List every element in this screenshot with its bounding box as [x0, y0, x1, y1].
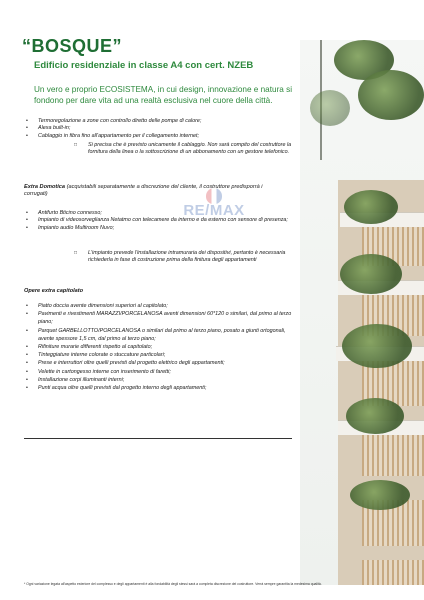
remax-watermark: RE/MAX [176, 188, 252, 228]
list-item: • Rifiniture murarie differenti rispetto al capitolato; [24, 343, 294, 351]
domotica-heading: Extra Domotica [24, 184, 66, 190]
list-item: • Cablaggio in fibra fino all'appartamento per il collegamento internet; [24, 133, 294, 140]
page-title: “BOSQUE” [22, 36, 123, 56]
features-list [24, 118, 294, 140]
list-item: • Velette in cartongesso interne con inserimento di faretti; [24, 368, 294, 376]
page-subtitle: Edificio residenziale in classe A4 con cert. NZEB [34, 60, 254, 71]
list-item: • Impianto audio Multiroom Nuvo; [24, 225, 294, 232]
intro-paragraph: Un vero e proprio ECOSISTEMA, in cui design, innovazione e natura si fondono per dare vita ad una realtà esclusiva nel cuore della città. [34, 85, 293, 105]
capitolato-list [24, 302, 294, 392]
list-item: • Termoregolazione a zone con controllo diretto delle pompe di calore; [24, 118, 294, 125]
features-subnote: □ Si precisa che è previsto unicamente il cablaggio. Non sarà compito del costruttore la fornitura della linea o la sottoscrizione di un abbonamento con un gestore telefonico. [74, 142, 292, 156]
footnote: * Ogni variazione legata all'aspetto esteriore del complesso e degli appartamenti è alla fondabilità degli stessi sarà a completa discrezione del costruttore. Verrà sempre garantita la medesima qualità. [24, 582, 322, 586]
list-item: • Punti acqua oltre quelli previsti dal progetto interno degli appartamenti; [24, 384, 294, 392]
list-item: • Impianto di videosorveglianza Netatmo con telecamere da interno e da esterno con sensore di presenza; [24, 217, 294, 224]
domotica-section [24, 184, 284, 199]
list-item: • Prese e interruttori oltre quelli previsti dal progetto elettrico degli appartamenti; [24, 359, 294, 367]
list-item: • Parquet GARBELLOTTO/PORCELANOSA o similari dal primo al terzo piano, posato a giunti ortogonali, avente spessore 1,5 cm, dal primo al terzo piano; [24, 327, 294, 343]
capitolato-heading: Opere extra capitolato [24, 288, 84, 294]
domotica-subnote: □ L'impianto prevede l'installazione intramuraria dei dispositivi, pertanto è necessaria richiederla in fase di costruzione prima della finitura degli appartamenti [74, 250, 286, 264]
domotica-note: (acquistabili separatamente a discrezione del cliente, il costruttore predisporrà i corrugati) [24, 184, 263, 198]
list-item: • Tinteggiature interne colorate o stuccature particolari; [24, 351, 294, 359]
list-item: • Pavimenti e rivestimenti MARAZZI/PORCELANOSA aventi dimensioni 60*120 o similari, dal primo al terzo piano; [24, 310, 294, 326]
list-item: • Piatto doccia avente dimensioni superiori al capitolato; [24, 302, 294, 310]
list-item: • Alexa built-in; [24, 125, 294, 132]
list-item: • Antifurto Bticino connesso; [24, 210, 294, 217]
domotica-list [24, 210, 294, 232]
box-bullet-icon: □ [74, 250, 78, 256]
building-illustration [300, 40, 424, 585]
box-bullet-icon: □ [74, 142, 78, 148]
list-item: • Installazione corpi illuminanti interni; [24, 376, 294, 384]
divider-line [24, 438, 292, 439]
